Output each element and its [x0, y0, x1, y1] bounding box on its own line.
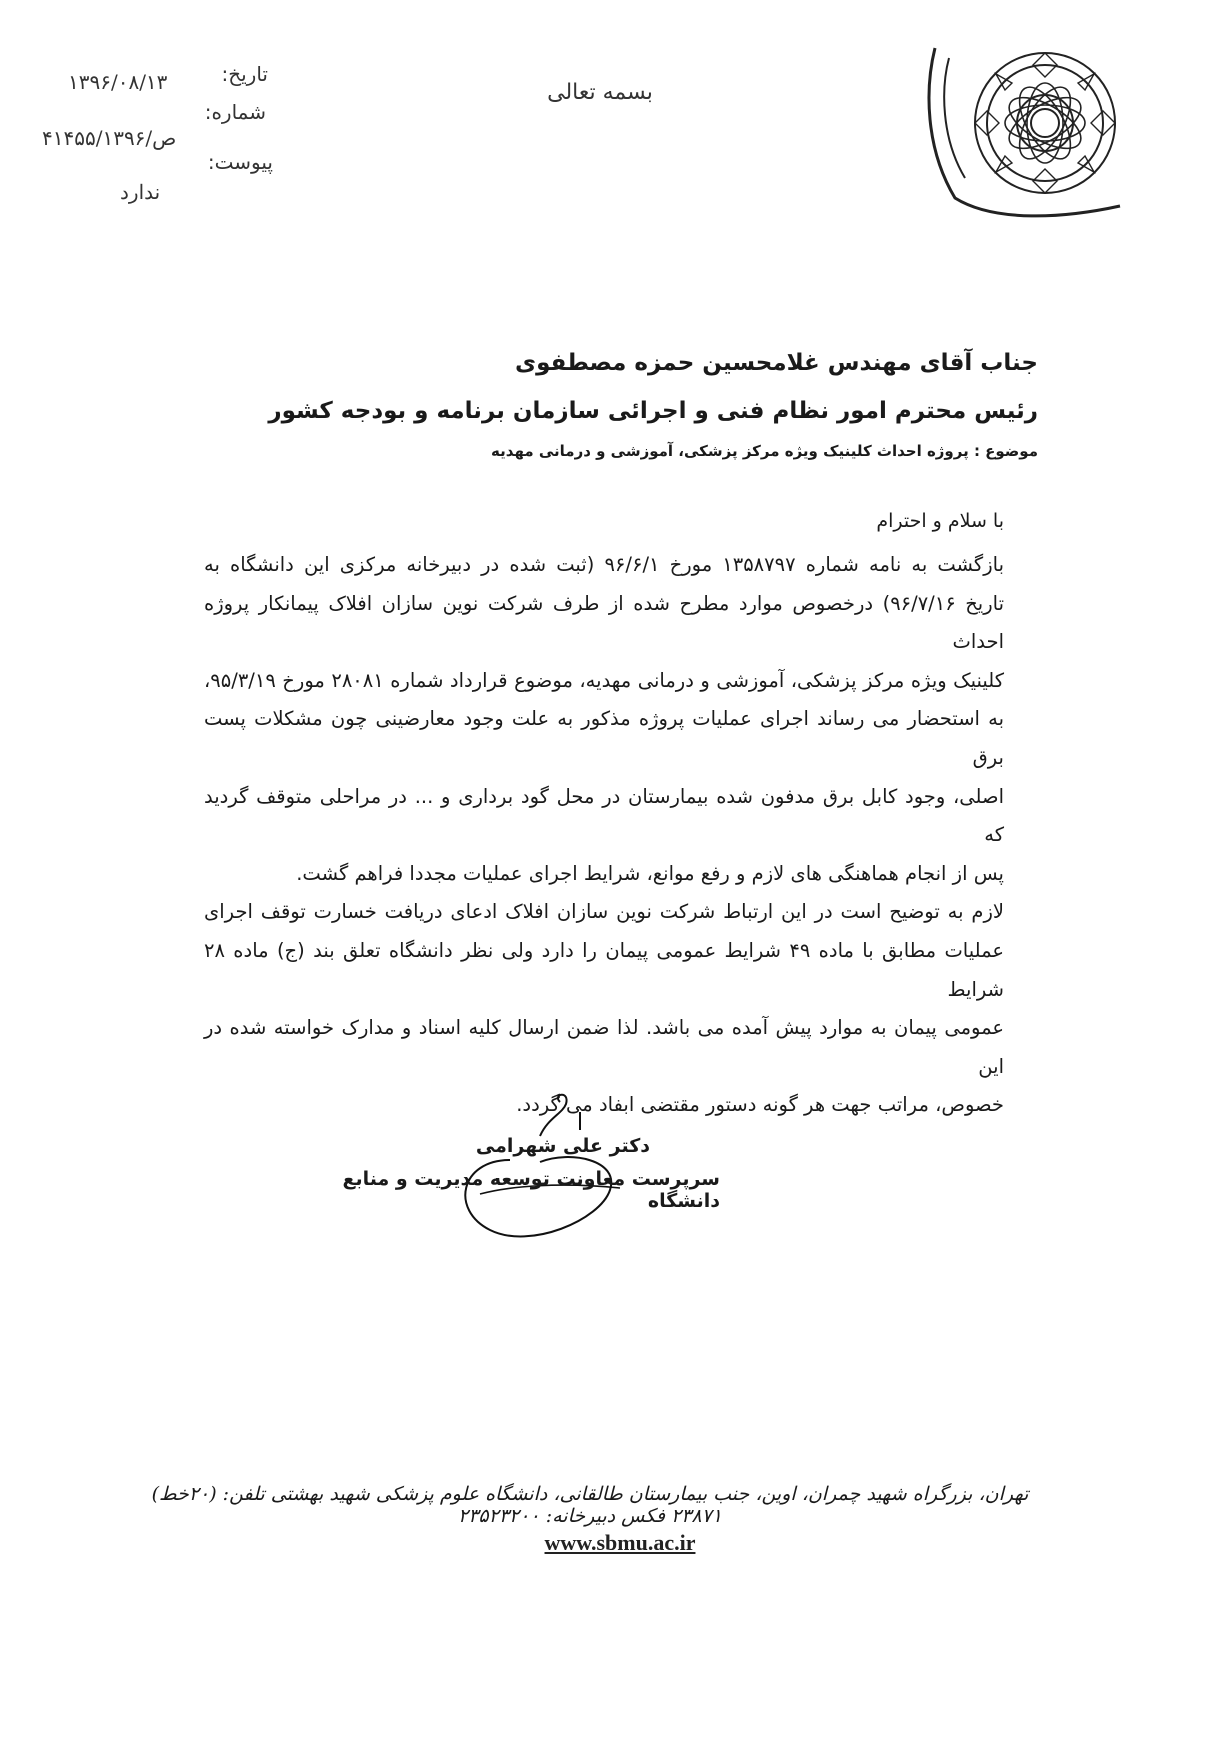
- number-label: شماره:: [204, 100, 266, 124]
- body-line: لازم به توضیح است در این ارتباط شرکت نوین سازان افلاک ادعای دریافت خسارت توقف اجرای: [204, 900, 1004, 924]
- body-line: کلینیک ویژه مرکز پزشکی، آموزشی و درمانی مهدیه، موضوع قرارداد شماره ۲۸۰۸۱ مورخ ۹۵/۳/۱۹،: [204, 668, 1005, 692]
- body-line: پس از انجام هماهنگی های لازم و رفع موانع، شرایط اجرای عملیات مجددا فراهم گشت.: [296, 861, 1004, 885]
- letter-subject: موضوع : پروژه احداث کلینیک ویژه مرکز پزشکی، آموزشی و درمانی مهدیه: [491, 442, 1038, 460]
- bismillah-heading: بسمه تعالی: [547, 80, 653, 105]
- body-line: به استحضار می رساند اجرای عملیات پروژه مذکور به علت وجود معارضینی چون مشکلات پست برق: [204, 707, 1004, 769]
- addressee-title: رئیس محترم امور نظام فنی و اجرائی سازمان برنامه و بودجه کشور: [268, 398, 1038, 424]
- greeting: با سلام و احترام: [876, 510, 1004, 532]
- addressee-name: جناب آقای مهندس غلامحسین حمزه مصطفوی: [515, 350, 1038, 376]
- body-line: اصلی، وجود کابل برق مدفون شده بیمارستان در محل گود برداری و ... در مراحلی متوقف گردید که: [204, 784, 1004, 847]
- body-line: عملیات مطابق با ماده ۴۹ شرایط عمومی پیمان را دارد ولی نظر دانشگاه تعلق بند (ج) ماده ۲۸ شرایط: [204, 938, 1004, 1001]
- body-line: بازگشت به نامه شماره ۱۳۵۸۷۹۷ مورخ ۹۶/۶/۱ (ثبت شده در دبیرخانه مرکزی این دانشگاه به: [204, 553, 1005, 576]
- letter-body: [204, 546, 1004, 1125]
- university-emblem-icon: [915, 28, 1137, 220]
- number-value: ۴۱۴۵۵/ص/۱۳۹۶: [42, 126, 177, 150]
- attachment-value: ندارد: [120, 180, 161, 204]
- date-label: تاریخ:: [221, 62, 268, 86]
- signatory-name: دکتر علی شهرامی: [475, 1135, 650, 1157]
- signatory-title: سرپرست معاونت توسعه مدیریت و منابع دانشگاه: [342, 1168, 720, 1212]
- website-link[interactable]: www.sbmu.ac.ir: [544, 1530, 696, 1555]
- university-logo: [915, 28, 1137, 220]
- body-line: خصوص، مراتب جهت هر گونه دستور مقتضی ابفاد می گردد.: [516, 1093, 1004, 1117]
- footer-address: تهران، بزرگراه شهید چمران، اوین، جنب بیمارستان طالقانی، دانشگاه علوم پزشکی شهید بهشتی تلفن: (۲۰خط) ۲۳۸۷۱ فکس دبیرخانه: ۲۳۵۲۳۲۰۰: [151, 1483, 1029, 1527]
- body-line: تاریخ ۹۶/۷/۱۶) درخصوص موارد مطرح شده از طرف شرکت نوین سازان افلاک پیمانکار پروژه احداث: [204, 591, 1005, 654]
- body-line: عمومی پیمان به موارد پیش آمده می باشد. لذا ضمن ارسال کلیه اسناد و مدارک خواسته شده در این: [204, 1016, 1004, 1078]
- date-value: ۱۳۹۶/۰۸/۱۳: [68, 70, 168, 94]
- attachment-label: پیوست:: [207, 150, 273, 174]
